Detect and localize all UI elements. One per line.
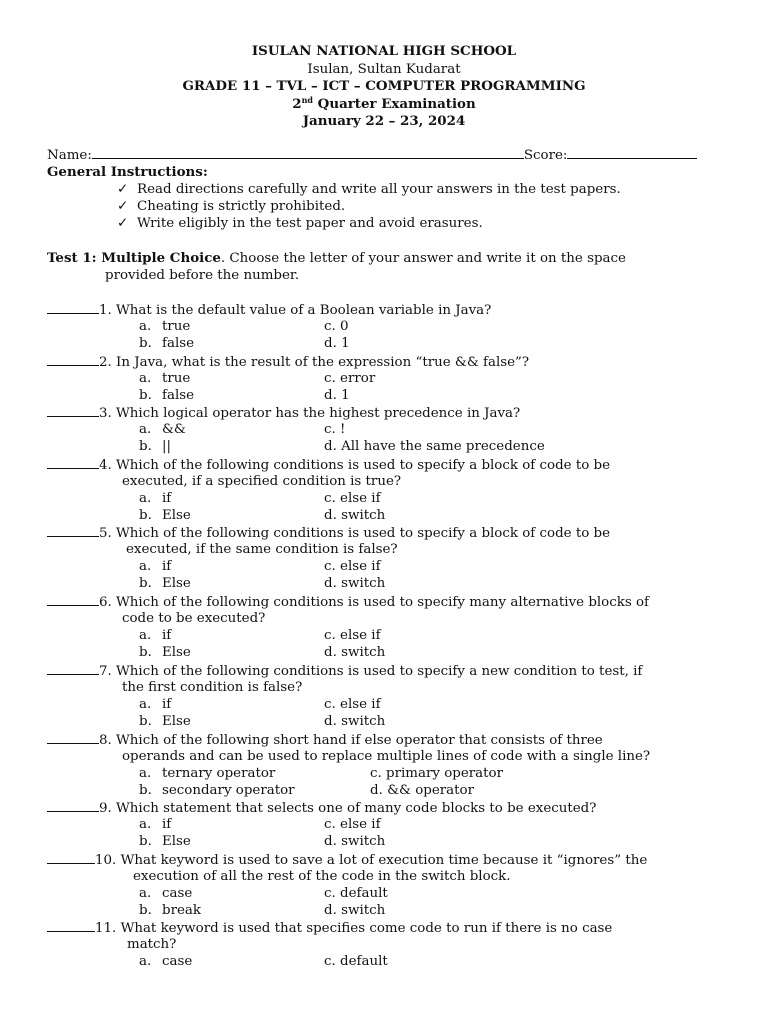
- choice-option: [324, 833, 385, 850]
- choice-text: else if: [340, 491, 381, 507]
- choice-letter: b.: [139, 388, 152, 404]
- choice-letter: c.: [324, 628, 336, 644]
- choice-option: [324, 816, 381, 833]
- choice-text: if: [162, 697, 172, 713]
- choice-text: 1: [341, 388, 350, 404]
- choice-text: if: [162, 628, 172, 644]
- choice-text: switch: [341, 714, 386, 730]
- question-text-cont: operands and can be used to replace multiple lines of code with a single line?: [122, 749, 651, 765]
- question-number: 7.: [99, 664, 112, 679]
- choice-text: if: [162, 491, 172, 507]
- question-number: 9.: [99, 801, 112, 816]
- instructions-title: General Instructions:: [47, 164, 208, 180]
- question-text-cont: match?: [127, 937, 177, 953]
- choice-letter: d.: [324, 645, 337, 661]
- question-stem: [47, 404, 520, 422]
- question-text: Which of the following conditions is used to specify a block of code to be: [116, 458, 611, 473]
- answer-blank[interactable]: [47, 301, 99, 314]
- choice-letter: d.: [324, 714, 337, 730]
- check-icon: ✓: [117, 182, 129, 197]
- choice-letter: a.: [139, 817, 152, 833]
- choice-letter: b.: [139, 783, 152, 799]
- choice-option: [139, 335, 194, 352]
- choice-text: Else: [162, 645, 191, 661]
- question-text: What keyword is used to save a lot of execution time because it “ignores” the: [120, 853, 648, 868]
- choice-option: [324, 387, 350, 404]
- choice-text: Else: [162, 576, 191, 592]
- choice-option: [324, 438, 545, 455]
- choice-text: switch: [341, 903, 386, 919]
- question-text-cont: code to be executed?: [122, 611, 266, 627]
- choice-option: [324, 953, 388, 970]
- question-number: 1.: [99, 303, 112, 318]
- question-text-cont: executed, if a specified condition is true?: [122, 474, 402, 490]
- choice-option: [139, 816, 171, 833]
- question-number: 8.: [99, 733, 112, 748]
- choice-text: true: [162, 319, 191, 335]
- choice-letter: d.: [324, 508, 337, 524]
- choice-text: if: [162, 559, 172, 575]
- choice-letter: c.: [370, 766, 382, 782]
- choice-option: [324, 885, 388, 902]
- answer-blank[interactable]: [47, 353, 99, 366]
- choice-option: [324, 507, 385, 524]
- question-stem: [47, 593, 649, 611]
- quarter-title: 2nd Quarter Examination: [292, 94, 476, 112]
- choice-letter: b.: [139, 834, 152, 850]
- test1-directions-cont: provided before the number.: [105, 268, 300, 283]
- choice-text: false: [162, 336, 195, 352]
- answer-blank[interactable]: [47, 456, 99, 469]
- question-number: 6.: [99, 595, 112, 610]
- choice-text: true: [162, 371, 191, 387]
- choice-option: [139, 782, 295, 799]
- choice-text: else if: [340, 559, 381, 575]
- choice-option: [324, 421, 345, 438]
- choice-letter: d.: [324, 388, 337, 404]
- choice-letter: c.: [324, 559, 336, 575]
- choice-text: else if: [340, 817, 381, 833]
- choice-letter: b.: [139, 439, 152, 455]
- choice-letter: c.: [324, 697, 336, 713]
- name-label: Name:: [47, 148, 92, 163]
- choice-option: [370, 765, 503, 782]
- choice-text: Else: [162, 834, 191, 850]
- answer-blank[interactable]: [47, 593, 99, 606]
- course-title: GRADE 11 – TVL – ICT – COMPUTER PROGRAMMING: [182, 78, 586, 94]
- question-text: In Java, what is the result of the expression “true && false”?: [116, 355, 530, 370]
- question-text: Which statement that selects one of many code blocks to be executed?: [116, 801, 597, 816]
- choice-text: case: [162, 954, 193, 970]
- choice-text: 0: [340, 319, 349, 335]
- answer-blank[interactable]: [47, 404, 99, 417]
- question-text: Which of the following short hand if else operator that consists of three: [116, 733, 603, 748]
- choice-option: [139, 318, 190, 335]
- choice-option: [324, 370, 375, 387]
- choice-letter: b.: [139, 336, 152, 352]
- choice-letter: b.: [139, 576, 152, 592]
- exam-date: January 22 – 23, 2024: [302, 113, 466, 129]
- choice-letter: a.: [139, 954, 152, 970]
- choice-letter: b.: [139, 903, 152, 919]
- choice-option: [139, 507, 191, 524]
- choice-letter: c.: [324, 371, 336, 387]
- question-stem: [47, 919, 612, 937]
- choice-letter: a.: [139, 491, 152, 507]
- choice-letter: a.: [139, 766, 152, 782]
- choice-text: Else: [162, 714, 191, 730]
- name-field[interactable]: [92, 146, 524, 159]
- choice-letter: a.: [139, 319, 152, 335]
- answer-blank[interactable]: [47, 524, 99, 537]
- check-icon: ✓: [117, 216, 129, 231]
- choice-text: &&: [162, 422, 186, 438]
- choice-text: switch: [341, 834, 386, 850]
- choice-option: [139, 490, 171, 507]
- choice-letter: c.: [324, 954, 336, 970]
- question-number: 3.: [99, 406, 112, 421]
- choice-text: break: [162, 903, 201, 919]
- choice-option: [139, 713, 191, 730]
- question-stem: [47, 524, 610, 542]
- choice-option: [139, 644, 191, 661]
- choice-option: [324, 644, 385, 661]
- question-text-cont: execution of all the rest of the code in the switch block.: [133, 869, 511, 885]
- choice-option: [324, 490, 381, 507]
- choice-letter: c.: [324, 817, 336, 833]
- choice-letter: c.: [324, 491, 336, 507]
- choice-text: else if: [340, 697, 381, 713]
- choice-option: [139, 902, 201, 919]
- school-name: ISULAN NATIONAL HIGH SCHOOL: [251, 43, 517, 59]
- choice-text: switch: [341, 576, 386, 592]
- instruction-item: ✓ Write eligibly in the test paper and avoid erasures.: [117, 216, 483, 231]
- choice-letter: d.: [324, 576, 337, 592]
- choice-option: [139, 575, 191, 592]
- choice-option: [324, 627, 381, 644]
- choice-option: [139, 627, 171, 644]
- choice-text: switch: [341, 645, 386, 661]
- question-stem: [47, 456, 610, 474]
- question-text: Which of the following conditions is used to specify a new condition to test, if: [116, 664, 643, 679]
- choice-text: Else: [162, 508, 191, 524]
- choice-option: [139, 558, 171, 575]
- answer-blank[interactable]: [47, 851, 95, 864]
- choice-option: [324, 575, 385, 592]
- choice-letter: d.: [324, 439, 337, 455]
- choice-option: [139, 953, 192, 970]
- choice-text: ||: [162, 439, 172, 455]
- choice-option: [139, 885, 192, 902]
- choice-text: secondary operator: [162, 783, 295, 799]
- choice-letter: b.: [139, 714, 152, 730]
- check-icon: ✓: [117, 199, 129, 214]
- answer-blank[interactable]: [47, 731, 99, 744]
- choice-text: error: [340, 371, 376, 387]
- choice-text: default: [340, 954, 388, 970]
- test1-title: Test 1: Multiple Choice: [47, 250, 221, 266]
- choice-option: [139, 833, 191, 850]
- choice-text: && operator: [387, 783, 474, 799]
- question-stem: [47, 353, 529, 371]
- choice-text: else if: [340, 628, 381, 644]
- question-text: Which of the following conditions is used to specify a block of code to be: [116, 526, 611, 541]
- answer-blank[interactable]: [47, 799, 99, 812]
- choice-letter: d.: [324, 336, 337, 352]
- choice-option: [324, 713, 385, 730]
- choice-letter: a.: [139, 886, 152, 902]
- question-text: What is the default value of a Boolean variable in Java?: [116, 303, 492, 318]
- choice-text: ternary operator: [162, 766, 276, 782]
- choice-option: [139, 387, 194, 404]
- choice-option: [139, 438, 171, 455]
- choice-letter: a.: [139, 371, 152, 387]
- school-location: Isulan, Sultan Kudarat: [307, 61, 461, 77]
- question-number: 5.: [99, 526, 112, 541]
- choice-option: [324, 696, 381, 713]
- choice-letter: c.: [324, 319, 336, 335]
- question-stem: [47, 851, 647, 869]
- choice-text: 1: [341, 336, 350, 352]
- choice-letter: d.: [370, 783, 383, 799]
- choice-option: [139, 370, 190, 387]
- question-number: 10.: [95, 853, 117, 868]
- choice-letter: b.: [139, 645, 152, 661]
- question-stem: [47, 662, 642, 680]
- question-number: 4.: [99, 458, 112, 473]
- question-text-cont: executed, if the same condition is false?: [126, 542, 398, 558]
- choice-option: [139, 421, 186, 438]
- choice-letter: a.: [139, 422, 152, 438]
- choice-text: case: [162, 886, 193, 902]
- choice-option: [324, 558, 381, 575]
- choice-letter: d.: [324, 834, 337, 850]
- choice-text: if: [162, 817, 172, 833]
- choice-letter: d.: [324, 903, 337, 919]
- score-field[interactable]: [567, 146, 697, 159]
- choice-letter: b.: [139, 508, 152, 524]
- answer-blank[interactable]: [47, 662, 99, 675]
- choice-option: [139, 696, 171, 713]
- question-text: What keyword is used that specifies come code to run if there is no case: [120, 921, 613, 936]
- question-stem: [47, 301, 491, 319]
- question-text: Which logical operator has the highest precedence in Java?: [116, 406, 521, 421]
- question-number: 11.: [95, 921, 117, 936]
- choice-option: [324, 902, 385, 919]
- choice-option: [370, 782, 474, 799]
- choice-option: [139, 765, 275, 782]
- choice-letter: a.: [139, 697, 152, 713]
- instruction-item: ✓ Cheating is strictly prohibited.: [117, 199, 346, 214]
- choice-letter: a.: [139, 559, 152, 575]
- choice-letter: c.: [324, 886, 336, 902]
- answer-blank[interactable]: [47, 919, 95, 932]
- instruction-item: ✓ Read directions carefully and write all your answers in the test papers.: [117, 182, 621, 197]
- choice-text: primary operator: [386, 766, 503, 782]
- choice-option: [324, 335, 350, 352]
- question-stem: [47, 731, 603, 749]
- name-score-row: [47, 146, 697, 164]
- choice-text: switch: [341, 508, 386, 524]
- choice-text: default: [340, 886, 388, 902]
- choice-letter: c.: [324, 422, 336, 438]
- question-text-cont: the first condition is false?: [122, 680, 303, 696]
- choice-text: !: [340, 422, 346, 438]
- question-text: Which of the following conditions is used to specify many alternative blocks of: [116, 595, 649, 610]
- score-label: Score:: [523, 148, 568, 163]
- test1-directions: Test 1: Multiple Choice. Choose the letter of your answer and write it on the space: [47, 250, 626, 266]
- choice-option: [324, 318, 349, 335]
- question-number: 2.: [99, 355, 112, 370]
- choice-letter: a.: [139, 628, 152, 644]
- choice-text: false: [162, 388, 195, 404]
- question-stem: [47, 799, 596, 817]
- choice-text: All have the same precedence: [341, 439, 545, 455]
- exam-header: [0, 43, 768, 131]
